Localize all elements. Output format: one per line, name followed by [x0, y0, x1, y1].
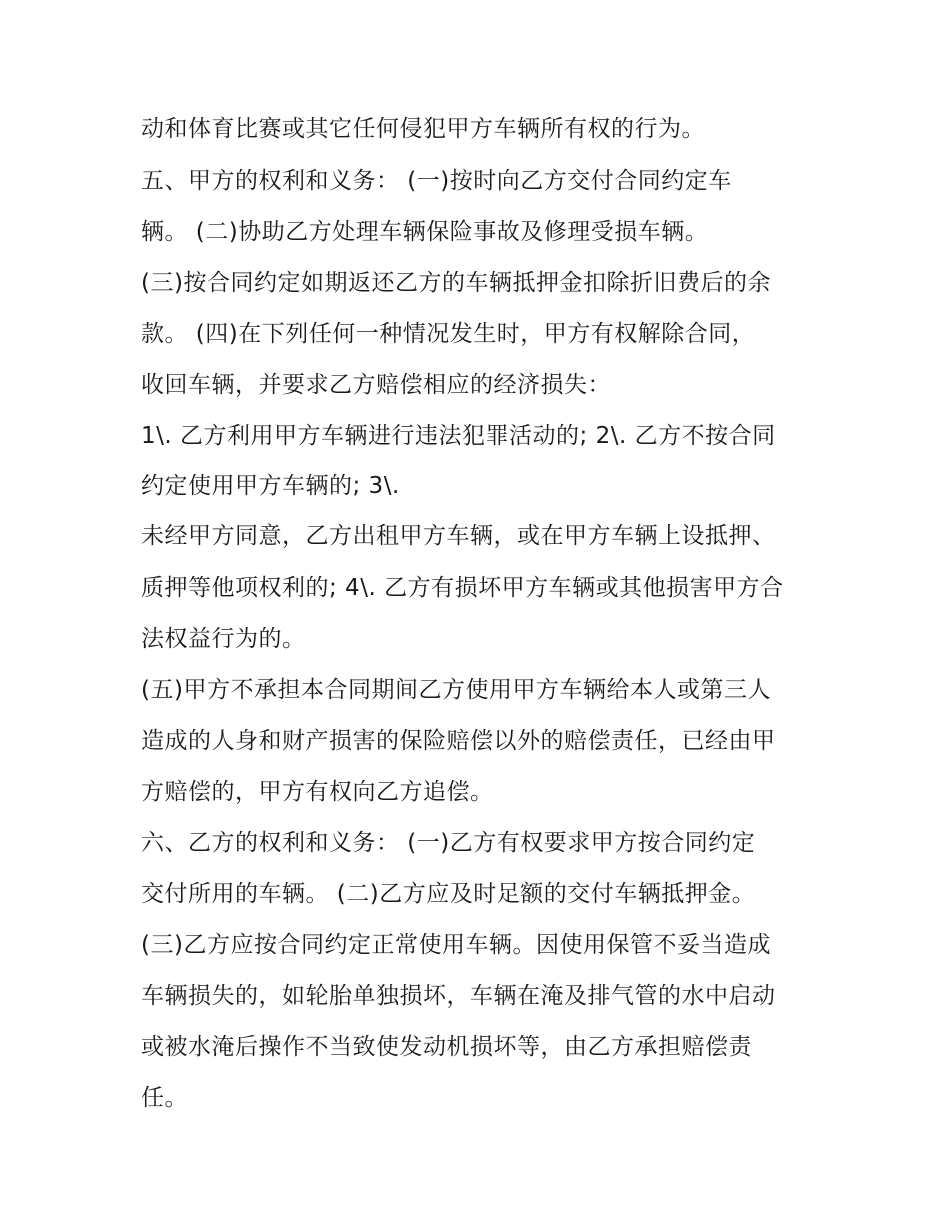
text-line: 交付所用的车辆。 (二)乙方应及时足额的交付车辆抵押金。 [141, 881, 756, 907]
text-line: 任。 [141, 1085, 188, 1111]
text-line: (三)乙方应按合同约定正常使用车辆。因使用保管不妥当造成 [141, 932, 771, 958]
text-line: 1\. 乙方利用甲方车辆进行违法犯罪活动的; 2\. 乙方不按合同 [141, 423, 776, 449]
text-line: 约定使用甲方车辆的; 3\. [141, 473, 400, 499]
text-line: 车辆损失的，如轮胎单独损坏，车辆在淹及排气管的水中启动 [141, 983, 776, 1009]
text-line: 质押等他项权利的; 4\. 乙方有损坏甲方车辆或其他损害甲方合 [141, 575, 784, 601]
text-line: 收回车辆，并要求乙方赔偿相应的经济损失： [141, 372, 611, 398]
text-line: 或被水淹后操作不当致使发动机损坏等，由乙方承担赔偿责 [141, 1034, 752, 1060]
text-line: 五、甲方的权利和义务： (一)按时向乙方交付合同约定车 [141, 168, 732, 194]
text-line: 款。 (四)在下列任何一种情况发生时，甲方有权解除合同， [141, 321, 756, 347]
text-line: 法权益行为的。 [141, 626, 306, 652]
text-line: 辆。 (二)协助乙方处理车辆保险事故及修理受损车辆。 [141, 219, 709, 245]
text-line: (三)按合同约定如期返还乙方的车辆抵押金扣除折旧费后的余 [141, 270, 771, 296]
text-line: 造成的人身和财产损害的保险赔偿以外的赔偿责任，已经由甲 [141, 728, 776, 754]
text-line: 六、乙方的权利和义务： (一)乙方有权要求甲方按合同约定 [141, 830, 756, 856]
text-line: 动和体育比赛或其它任何侵犯甲方车辆所有权的行为。 [141, 116, 705, 142]
text-line: 方赔偿的，甲方有权向乙方追偿。 [141, 779, 494, 805]
text-line: (五)甲方不承担本合同期间乙方使用甲方车辆给本人或第三人 [141, 677, 771, 703]
text-line: 未经甲方同意，乙方出租甲方车辆，或在甲方车辆上设抵押、 [141, 523, 776, 549]
